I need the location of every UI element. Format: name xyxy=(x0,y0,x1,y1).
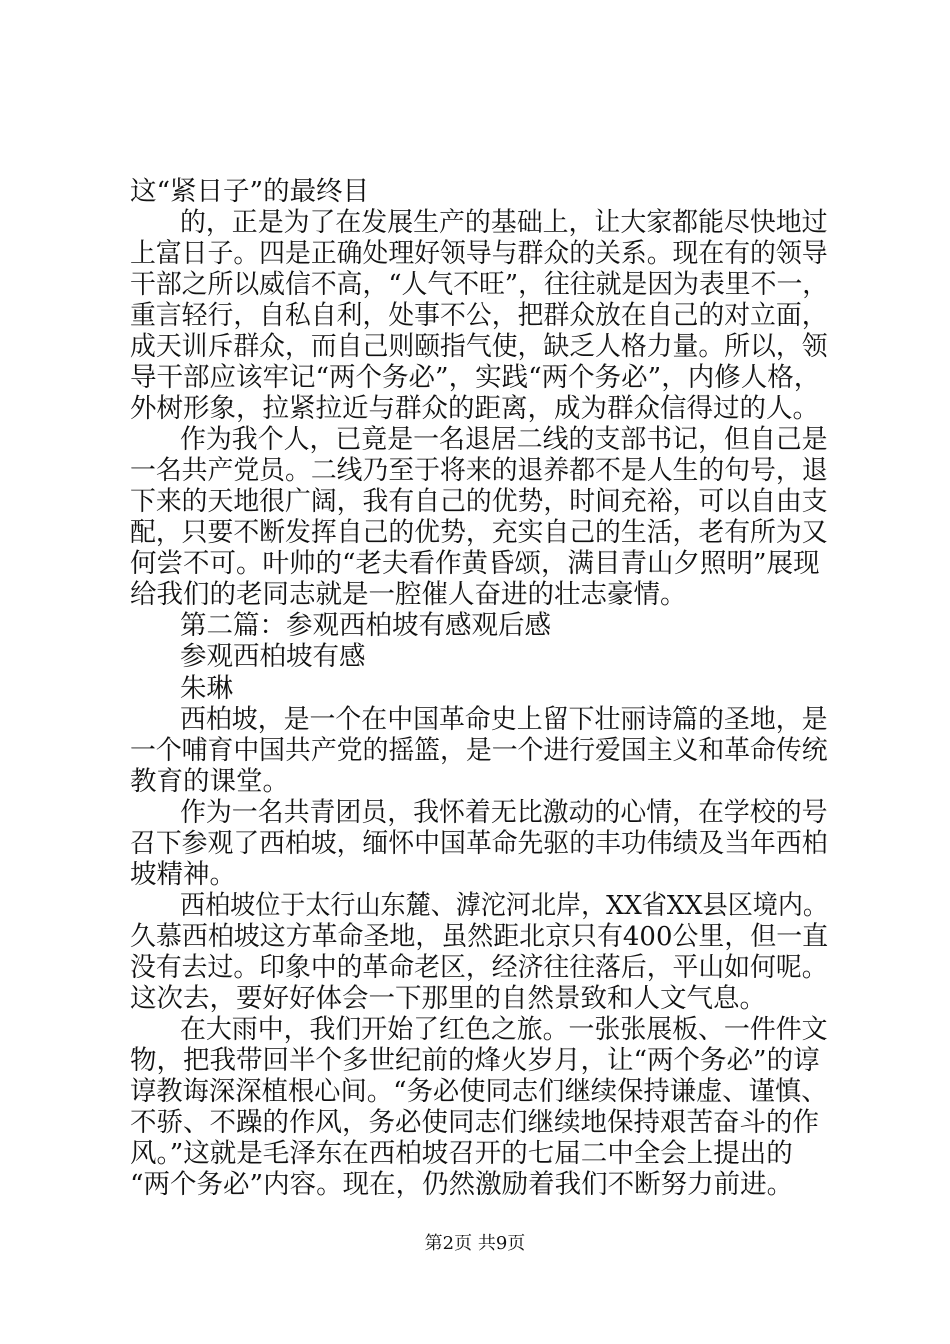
article-title: 参观西柏坡有感 xyxy=(180,641,366,672)
text-line: 在大雨中，我们开始了红色之旅。一张张展板、一件件文 xyxy=(180,1014,828,1045)
text-line: 重言轻行，自私自利，处事不公，把群众放在自己的对立面， xyxy=(130,300,828,331)
text-line: 坡精神。 xyxy=(130,859,236,890)
text-line: 这次去，要好好体会一下那里的自然景致和人文气息。 xyxy=(130,983,766,1014)
text-line: 一个哺育中国共产党的摇篮，是一个进行爱国主义和革命传统 xyxy=(130,735,828,766)
text-line: 成天训斥群众，而自己则颐指气使，缺乏人格力量。所以，领 xyxy=(130,331,828,362)
text-line: 导干部应该牢记“两个务必”，实践“两个务必”，内修人格， xyxy=(130,362,821,393)
section-heading: 第二篇：参观西柏坡有感观后感 xyxy=(180,610,551,641)
text-line: “两个务必”内容。现在，仍然激励着我们不断努力前进。 xyxy=(130,1169,794,1200)
text-line: 西柏坡，是一个在中国革命史上留下壮丽诗篇的圣地，是 xyxy=(180,704,828,735)
text-line: 物，把我带回半个多世纪前的烽火岁月，让“两个务必”的谆 xyxy=(130,1045,820,1076)
text-line: 上富日子。四是正确处理好领导与群众的关系。现在有的领导 xyxy=(130,238,828,269)
text-line: 没有去过。印象中的革命老区，经济往往落后，平山如何呢。 xyxy=(130,952,828,983)
text-line: 风。”这就是毛泽东在西柏坡召开的七届二中全会上提出的 xyxy=(130,1138,793,1169)
text-line: 外树形象，拉紧拉近与群众的距离，成为群众信得过的人。 xyxy=(130,393,819,424)
text-line: 的，正是为了在发展生产的基础上，让大家都能尽快地过 xyxy=(180,207,828,238)
text-line: 作为我个人，已竟是一名退居二线的支部书记，但自己是 xyxy=(180,424,828,455)
page-number-footer: 第2页 共9页 xyxy=(424,1233,526,1254)
text-line: 久慕西柏坡这方革命圣地，虽然距北京只有400公里，但一直 xyxy=(130,921,829,952)
text-line: 给我们的老同志就是一腔催人奋进的壮志豪情。 xyxy=(130,579,687,610)
author-name: 朱琳 xyxy=(180,673,233,704)
text-line: 作为一名共青团员，我怀着无比激动的心情，在学校的号 xyxy=(180,797,828,828)
text-line: 配，只要不断发挥自己的优势，充实自己的生活，老有所为又 xyxy=(130,517,828,548)
text-line: 干部之所以威信不高，“人气不旺”，往往就是因为表里不一， xyxy=(130,269,829,300)
text-line: 召下参观了西柏坡，缅怀中国革命先驱的丰功伟绩及当年西柏 xyxy=(130,828,828,859)
text-line: 谆教诲深深植根心间。“务必使同志们继续保持谦虚、谨慎、 xyxy=(130,1076,828,1107)
text-line: 下来的天地很广阔，我有自己的优势，时间充裕，可以自由支 xyxy=(130,486,828,517)
text-line: 这“紧日子”的最终目 xyxy=(130,176,370,207)
text-line: 一名共产党员。二线乃至于将来的退养都不是人生的句号，退 xyxy=(130,455,828,486)
text-line: 教育的课堂。 xyxy=(130,766,289,797)
text-line: 西柏坡位于太行山东麓、滹沱河北岸，XX省XX县区境内。 xyxy=(180,890,828,921)
text-line: 何尝不可。叶帅的“老夫看作黄昏颂，满目青山夕照明”展现 xyxy=(130,548,820,579)
text-line: 不骄、不躁的作风，务必使同志们继续地保持艰苦奋斗的作 xyxy=(130,1107,819,1138)
